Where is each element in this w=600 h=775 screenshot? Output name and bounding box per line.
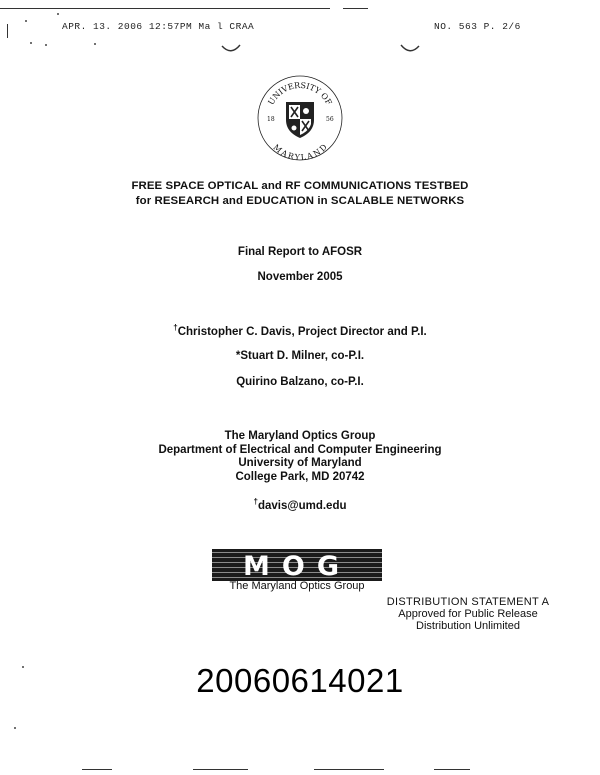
- document-number: 20060614021: [196, 662, 404, 699]
- author-1-name: Christopher C. Davis, Project Director and P.I.: [177, 325, 427, 338]
- mog-caption: The Maryland Optics Group: [229, 580, 365, 592]
- scan-edge-bottom: [82, 769, 112, 770]
- scan-edge-bottom: [434, 769, 470, 770]
- author-3: [0, 376, 600, 388]
- affiliation-city: College Park, MD 20742: [235, 470, 365, 483]
- report-title: [0, 179, 600, 209]
- scan-mark-right: [399, 42, 421, 54]
- affiliation-university: University of Maryland: [238, 457, 362, 469]
- affiliation-block: [0, 430, 600, 484]
- mog-letters: MOG: [243, 551, 351, 581]
- scan-speck: [22, 666, 24, 668]
- mog-logo: [212, 549, 382, 581]
- email-mark: †: [253, 497, 258, 506]
- fax-header-right: NO. 563 P. 2/6: [434, 21, 521, 32]
- seal-bottom-text: MARYLAND: [271, 142, 329, 162]
- scan-edge-top-right: [343, 8, 368, 9]
- seal-shield-icon: [286, 102, 314, 138]
- author-2-mark: *: [235, 350, 241, 362]
- scan-speck: [14, 727, 16, 729]
- author-1: [0, 323, 600, 338]
- seal-top-text: UNIVERSITY OF: [266, 80, 334, 107]
- seal-year-right: 56: [326, 116, 334, 123]
- distribution-line-2: Distribution Unlimited: [416, 620, 520, 632]
- author-3-name: Quirino Balzano, co-P.I.: [236, 376, 364, 388]
- scan-edge-top: [0, 8, 330, 9]
- author-2: [0, 350, 600, 362]
- scan-speck: [45, 44, 47, 46]
- author-2-name: Stuart D. Milner, co-P.I.: [240, 350, 365, 362]
- email-address: davis@umd.edu: [257, 499, 347, 512]
- affiliation-group: The Maryland Optics Group: [224, 430, 376, 442]
- distribution-statement: [378, 596, 558, 632]
- svg-text:MARYLAND: [271, 143, 328, 162]
- distribution-line-1: Approved for Public Release: [398, 608, 538, 620]
- scan-mark-left: [220, 42, 242, 54]
- university-seal: [256, 74, 344, 162]
- report-recipient: Final Report to AFOSR: [237, 246, 363, 258]
- scan-speck: [30, 42, 32, 44]
- scan-speck: [94, 43, 96, 45]
- author-1-mark: †: [173, 323, 178, 332]
- scan-edge-bottom: [314, 769, 384, 770]
- seal-year-left: 18: [267, 116, 275, 123]
- report-date: November 2005: [257, 271, 343, 283]
- scan-edge-bottom: [193, 769, 248, 770]
- title-line-2: for RESEARCH and EDUCATION in SCALABLE NETWORKS: [135, 195, 465, 207]
- title-line-1: FREE SPACE OPTICAL and RF COMMUNICATIONS TESTBED: [131, 180, 469, 192]
- scan-edge-left: [7, 24, 8, 38]
- scan-speck: [57, 13, 59, 15]
- fax-header-left: APR. 13. 2006 12:57PM Ma l CRAA: [62, 21, 255, 32]
- distribution-heading: DISTRIBUTION STATEMENT A: [386, 596, 550, 608]
- affiliation-department: Department of Electrical and Computer Engineering: [158, 443, 442, 456]
- scan-speck: [25, 20, 27, 22]
- contact-email: [0, 497, 600, 512]
